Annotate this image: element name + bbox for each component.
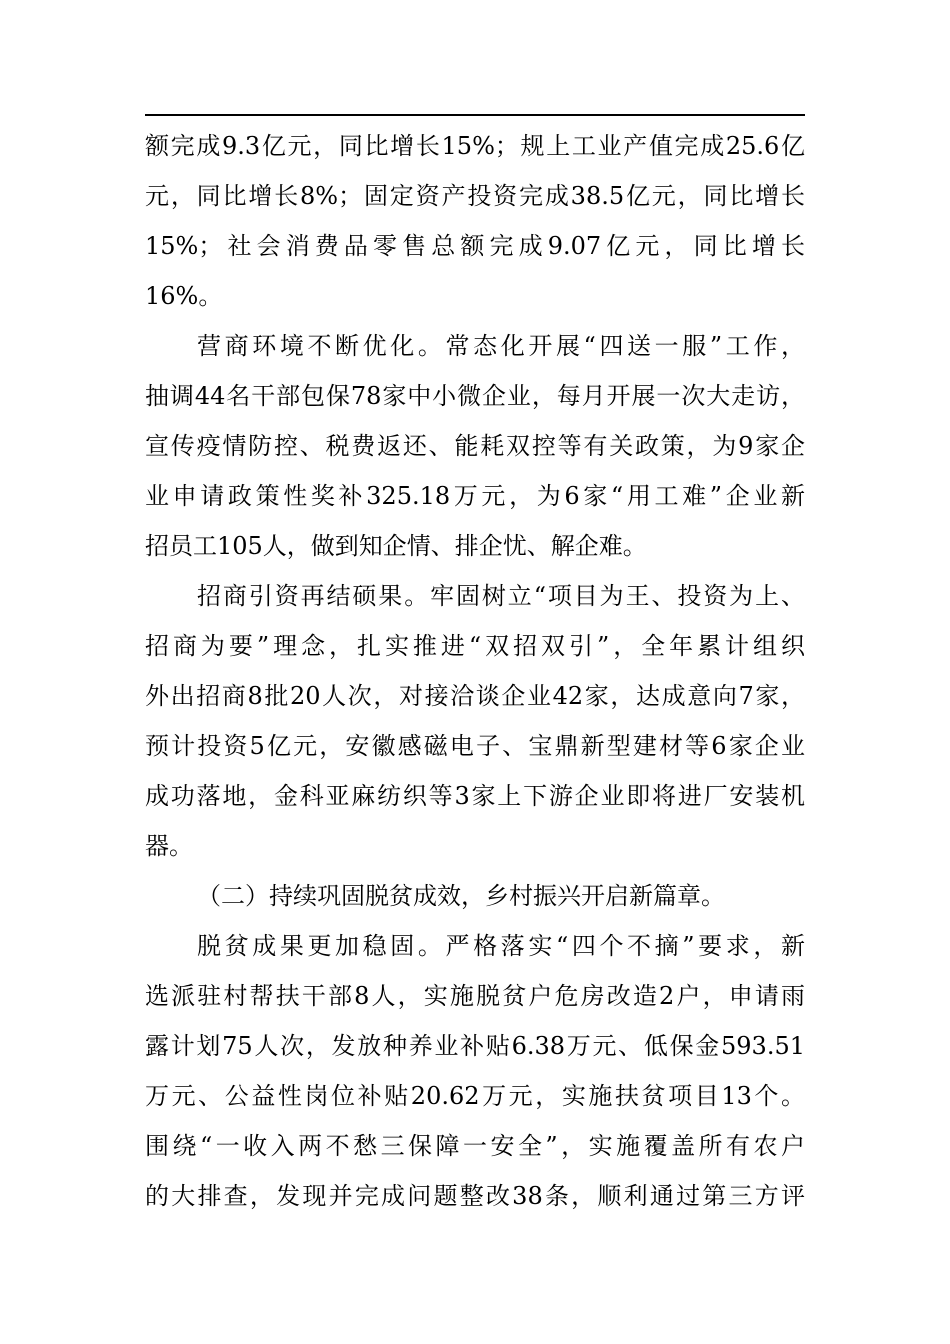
- text-line: 16%。: [145, 282, 223, 310]
- paragraph-business-environment: [145, 321, 805, 571]
- text-line: 器。: [145, 832, 193, 860]
- text-line: 预计投资5亿元，安徽感磁电子、宝鼎新型建材等6家企业: [145, 732, 805, 760]
- text-line: 宣传疫情防控、税费返还、能耗双控等有关政策，为9家企: [145, 432, 805, 460]
- section-heading-rural-revitalization: [145, 871, 805, 921]
- text-line: 元，同比增长8%；固定资产投资完成38.5亿元，同比增长: [145, 182, 805, 210]
- paragraph-poverty-alleviation: [145, 921, 805, 1221]
- text-line: 抽调44名干部包保78家中小微企业，每月开展一次大走访，: [145, 382, 805, 410]
- text-line: 围绕“一收入两不愁三保障一安全”，实施覆盖所有农户: [145, 1132, 805, 1160]
- paragraph-investment-attraction: [145, 571, 805, 871]
- document-page: [145, 0, 805, 1344]
- text-line: 露计划75人次，发放种养业补贴6.38万元、低保金593.51: [145, 1032, 805, 1060]
- document-body: [145, 121, 805, 1221]
- section-heading-text: （二）持续巩固脱贫成效，乡村振兴开启新篇章。: [197, 882, 725, 910]
- header-rule: [145, 114, 805, 116]
- text-line: 外出招商8批20人次，对接洽谈企业42家，达成意向7家，: [145, 682, 805, 710]
- paragraph-economic-indicators: [145, 121, 805, 321]
- text-line: 脱贫成果更加稳固。严格落实“四个不摘”要求，新: [197, 932, 805, 960]
- text-line: 万元、公益性岗位补贴20.62万元，实施扶贫项目13个。: [145, 1082, 805, 1110]
- text-line: 额完成9.3亿元，同比增长15%；规上工业产值完成25.6亿: [145, 132, 805, 160]
- text-line: 招商引资再结硕果。牢固树立“项目为王、投资为上、: [197, 582, 805, 610]
- text-line: 15%；社会消费品零售总额完成9.07亿元，同比增长: [145, 232, 805, 260]
- text-line: 招员工105人，做到知企情、排企忧、解企难。: [145, 532, 647, 560]
- text-line: 营商环境不断优化。常态化开展“四送一服”工作，: [197, 332, 805, 360]
- text-line: 招商为要”理念，扎实推进“双招双引”，全年累计组织: [145, 632, 805, 660]
- text-line: 的大排查，发现并完成问题整改38条，顺利通过第三方评: [145, 1182, 805, 1210]
- text-line: 选派驻村帮扶干部8人，实施脱贫户危房改造2户，申请雨: [145, 982, 805, 1010]
- text-line: 成功落地，金科亚麻纺织等3家上下游企业即将进厂安装机: [145, 782, 805, 810]
- text-line: 业申请政策性奖补325.18万元，为6家“用工难”企业新: [145, 482, 805, 510]
